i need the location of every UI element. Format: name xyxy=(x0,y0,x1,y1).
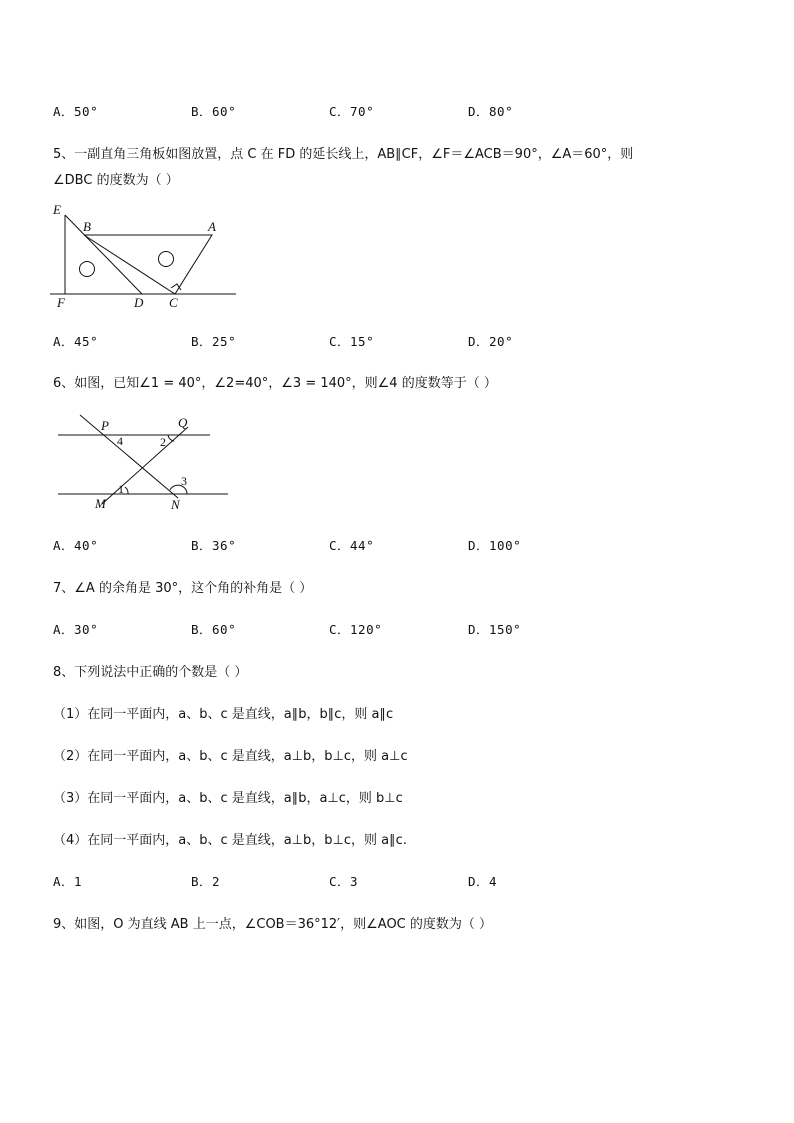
q8-option-b: B．2 xyxy=(191,874,221,889)
q5-label-c: C xyxy=(169,295,178,310)
q5-triangle-bac xyxy=(84,235,212,294)
q6-option-b: B．36° xyxy=(191,538,237,553)
q6-label-2: 2 xyxy=(160,435,166,449)
q4-option-b: B．60° xyxy=(191,104,237,119)
q5-right-angle-mark xyxy=(171,284,181,290)
q5-text-line1: 5、一副直角三角板如图放置，点 C 在 FD 的延长线上，AB∥CF，∠F＝∠ACB＝90°，∠A＝60°，则 xyxy=(53,147,634,162)
q5-label-e: E xyxy=(53,202,61,217)
q6-label-3: 3 xyxy=(181,474,187,488)
q5-option-b: B．25° xyxy=(191,334,237,349)
q9-text: 9、如图，O 为直线 AB 上一点，∠COB＝36°12′，则∠AOC 的度数为（ ） xyxy=(53,917,493,932)
q6-label-n: N xyxy=(171,497,180,512)
q5-triangle-efd xyxy=(65,215,142,294)
q6-parallel-lines-figure xyxy=(50,410,240,515)
q8-item-2: （2）在同一平面内，a、b、c 是直线，a⊥b，b⊥c，则 a⊥c xyxy=(53,749,408,764)
q5-circle-right xyxy=(159,252,174,267)
q6-option-a: A．40° xyxy=(53,538,99,553)
q6-option-c: C．44° xyxy=(329,538,375,553)
q5-option-c: C．15° xyxy=(329,334,375,349)
q6-option-d: D．100° xyxy=(468,538,522,553)
q7-option-d: D．150° xyxy=(468,622,522,637)
q4-option-c: C．70° xyxy=(329,104,375,119)
q6-text: 6、如图，已知∠1 = 40°，∠2=40°，∠3 = 140°，则∠4 的度数等于（ ） xyxy=(53,376,497,391)
q5-label-b: B xyxy=(83,219,91,234)
q7-option-c: C．120° xyxy=(329,622,383,637)
q6-label-4: 4 xyxy=(117,434,123,448)
q8-option-d: D．4 xyxy=(468,874,498,889)
q7-option-a: A．30° xyxy=(53,622,99,637)
q8-text: 8、下列说法中正确的个数是（ ） xyxy=(53,665,248,680)
q5-text-line2: ∠DBC 的度数为（ ） xyxy=(53,173,179,188)
q7-text: 7、∠A 的余角是 30°，这个角的补角是（ ） xyxy=(53,581,313,596)
q6-angle-1-arc xyxy=(125,487,128,494)
q5-circle-left xyxy=(80,262,95,277)
q7-option-b: B．60° xyxy=(191,622,237,637)
q4-option-d: D．80° xyxy=(468,104,514,119)
q6-transversal-mq xyxy=(102,427,188,504)
q5-option-a: A．45° xyxy=(53,334,99,349)
q5-label-f: F xyxy=(57,295,65,310)
q8-option-a: A．1 xyxy=(53,874,83,889)
q6-label-1: 1 xyxy=(118,482,124,496)
q6-label-m: M xyxy=(95,496,106,511)
q5-triangle-figure xyxy=(50,200,250,315)
q5-label-d: D xyxy=(134,295,144,310)
q6-label-q: Q xyxy=(178,415,188,430)
q5-label-a: A xyxy=(208,219,216,234)
q6-transversal-pn xyxy=(80,415,178,498)
q6-label-p: P xyxy=(101,418,109,433)
q8-item-3: （3）在同一平面内，a、b、c 是直线，a∥b，a⊥c，则 b⊥c xyxy=(53,791,403,806)
q8-item-4: （4）在同一平面内，a、b、c 是直线，a⊥b，b⊥c，则 a∥c. xyxy=(53,833,407,848)
q4-option-a: A．50° xyxy=(53,104,99,119)
q8-item-1: （1）在同一平面内，a、b、c 是直线，a∥b，b∥c，则 a∥c xyxy=(53,707,394,722)
q8-option-c: C．3 xyxy=(329,874,359,889)
q5-option-d: D．20° xyxy=(468,334,514,349)
